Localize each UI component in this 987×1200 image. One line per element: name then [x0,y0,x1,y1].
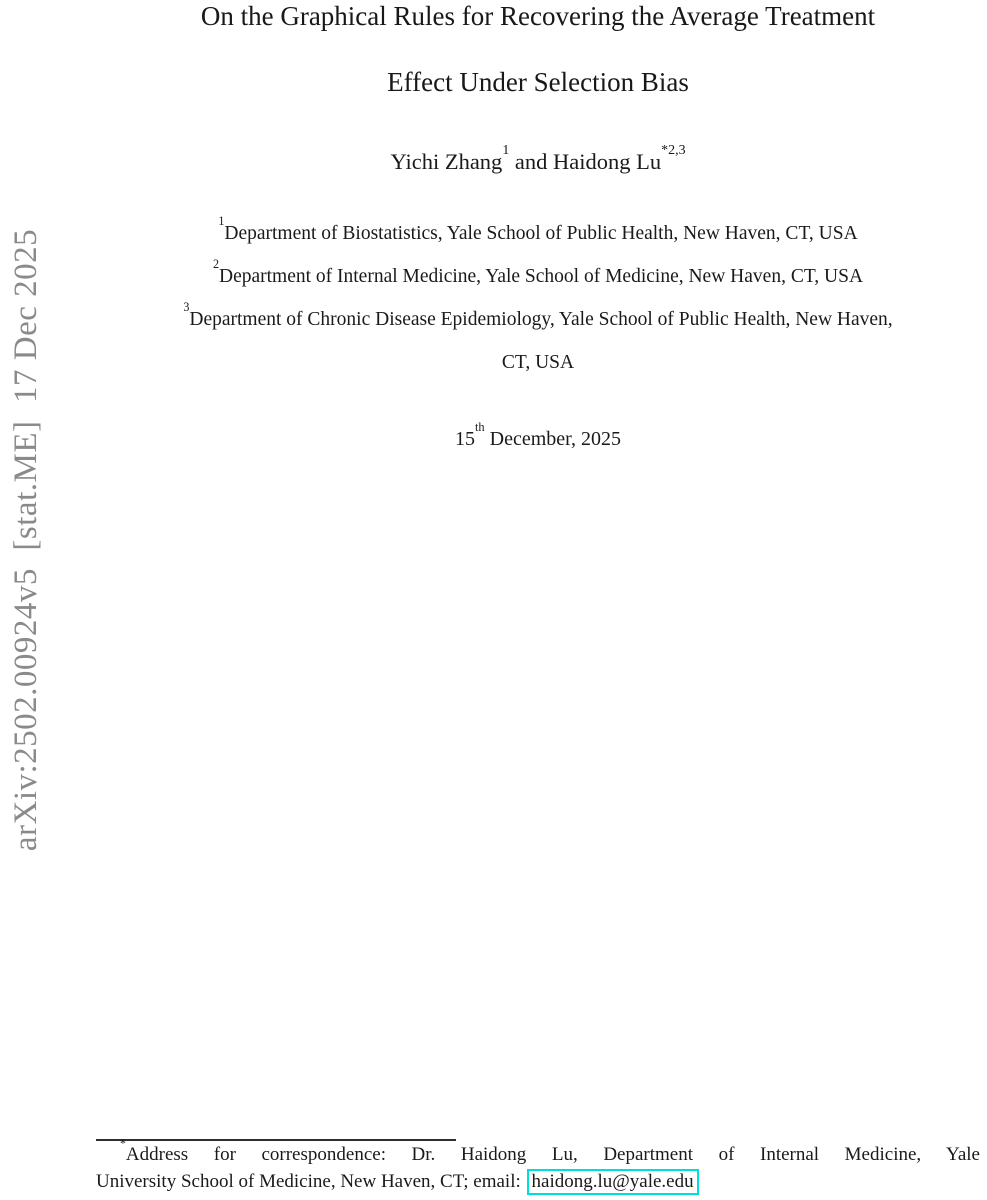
paper-title-line1: On the Graphical Rules for Recovering the Average Treatment [200,1,876,31]
affiliation-3-continued-text: CT, USA [501,352,575,373]
affiliation-1-mark: 1 [218,214,225,229]
date-line [96,420,980,451]
paper-title [96,0,980,115]
author-line [96,142,980,177]
affiliation-1 [96,212,980,255]
affiliation-3 [96,298,980,341]
author-connector: and [509,149,554,174]
paper-title-line2: Effect Under Selection Bias [387,67,689,97]
author-1-affiliation-mark: 1 [502,142,510,158]
correspondence-footnote [96,1136,980,1195]
arxiv-watermark: arXiv:2502.00924v5 [stat.ME] 17 Dec 2025 [8,228,44,852]
author-2-name: Haidong Lu [553,149,662,174]
affiliation-3-text: Department of Chronic Disease Epidemiology, Yale School of Public Health, New Haven, [189,309,893,330]
date-day: 15 [454,428,475,450]
footnote-line2 [96,1169,980,1196]
affiliation-3-mark: 3 [183,300,190,315]
author-1-name: Yichi Zhang [390,149,503,174]
footnote-rule [96,1139,456,1141]
affiliation-1-text: Department of Biostatistics, Yale School of Public Health, New Haven, CT, USA [224,223,858,244]
date-ordinal: th [474,420,485,435]
date-rest: December, 2025 [484,428,621,450]
affiliation-3-continued [96,341,980,384]
author-2-affiliation-mark: *2,3 [661,142,686,158]
affiliation-2-text: Department of Internal Medicine, Yale School of Medicine, New Haven, CT, USA [218,266,864,287]
footnote-line1 [96,1136,980,1169]
footnote-line1-text: Address for correspondence: Dr. Haidong Lu, Department of Internal Medicine, Yale [125,1144,980,1165]
footnote-line2-text: University School of Medicine, New Haven, CT; email: [96,1170,526,1192]
footnote-asterisk-mark: * [120,1136,126,1150]
affiliation-2 [96,255,980,298]
email-link[interactable]: haidong.lu@yale.edu [527,1169,699,1195]
affiliation-2-mark: 2 [212,257,219,272]
affiliations-block [96,212,980,384]
